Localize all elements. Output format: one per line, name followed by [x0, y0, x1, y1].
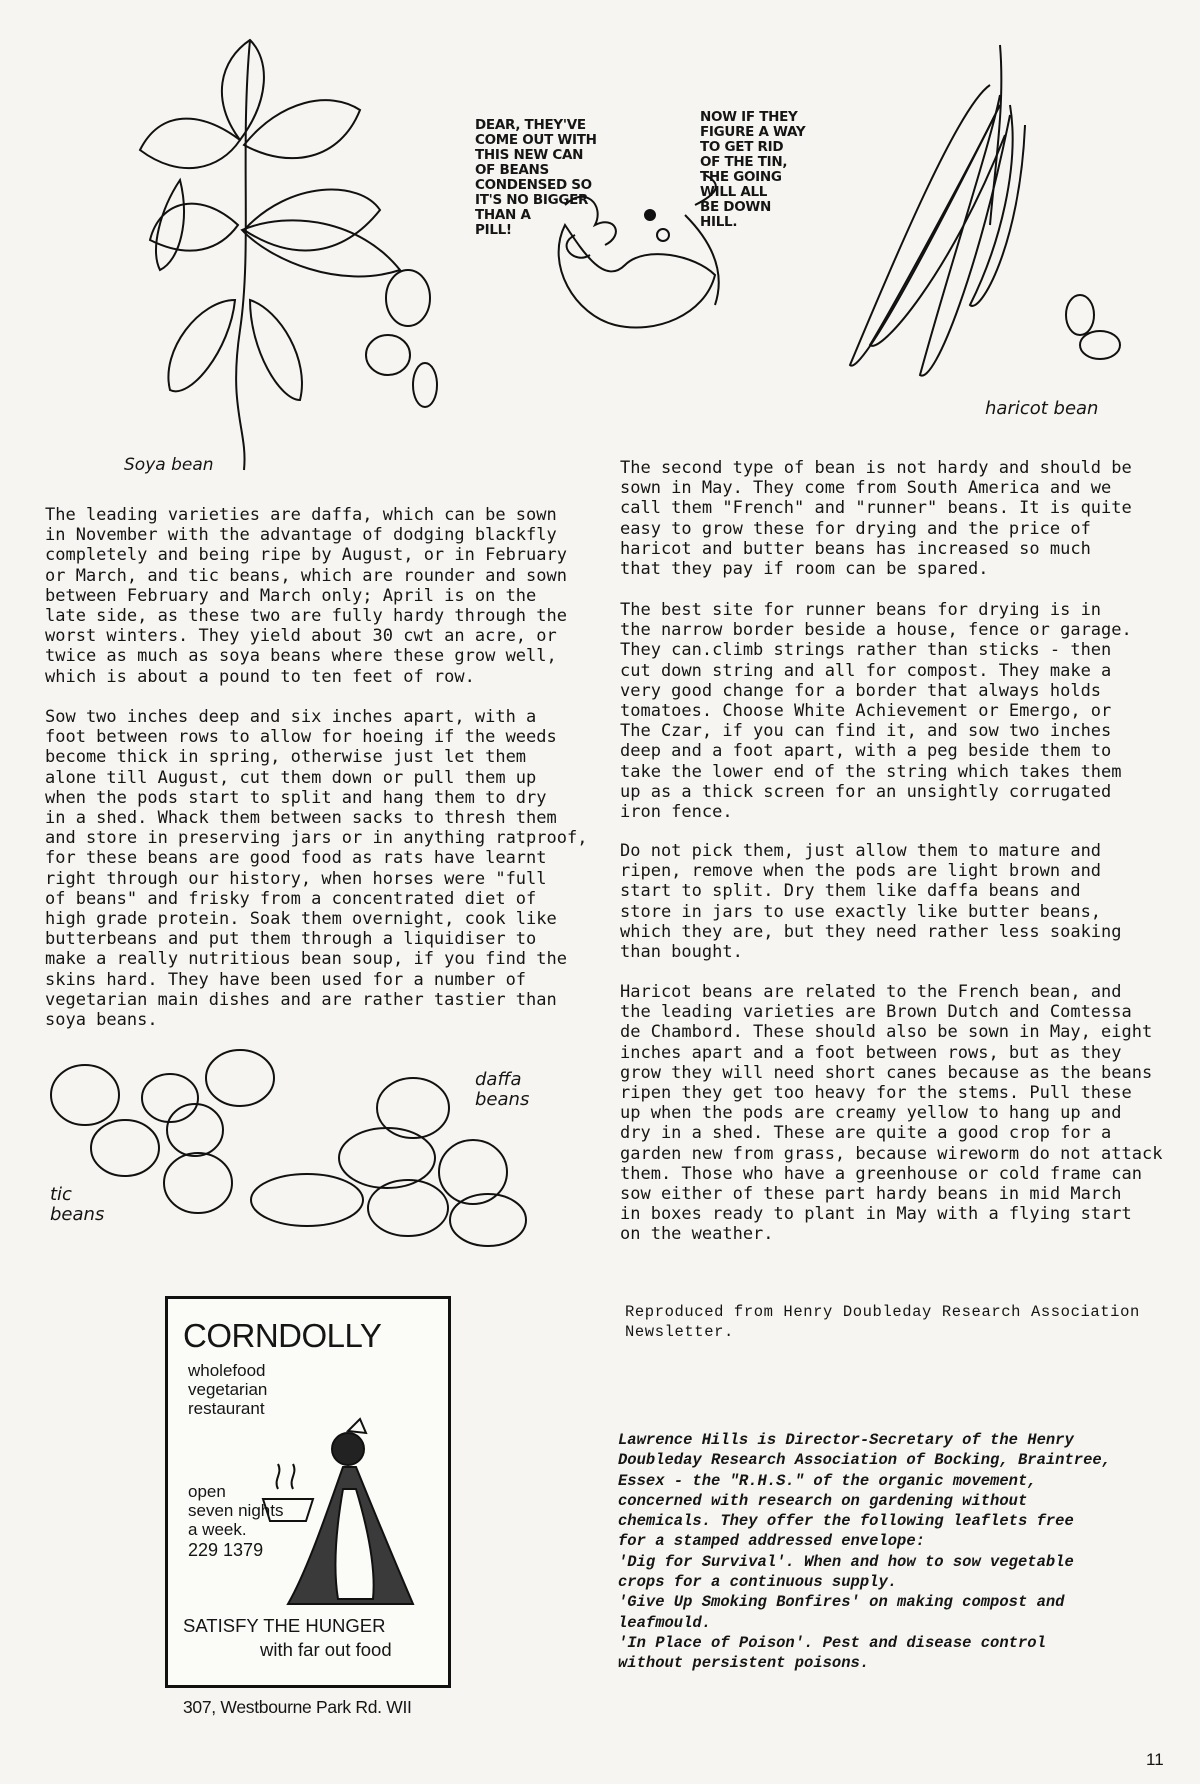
- daffa-bean: [368, 1180, 448, 1236]
- soya-seed: [413, 363, 437, 407]
- figure-head: [332, 1433, 364, 1465]
- author-bio: Lawrence Hills is Director-Secretary of the Henry Doubleday Research Association of Bocking, Braintree, Essex - the "R.H.S." of the organic movement, concerned with research on gardening without chemicals. They offer the following leaflets free for a stamped addressed envelope: 'Dig for Survival'. When and how to sow vegetable crops for a continuous supply. 'Give Up Smoking Bonfires' on making compost and leafmould. 'In Place of Poison'. Pest and disease control without persistent poisons.: [618, 1431, 1111, 1673]
- haricot-bean-illustration: [840, 45, 1070, 425]
- advert-address: 307, Westbourne Park Rd. WII: [183, 1697, 412, 1717]
- haricot-seed: [1066, 295, 1094, 335]
- advert-phone: 229 1379: [188, 1540, 264, 1560]
- advert-description: wholefood vegetarian restaurant: [188, 1361, 268, 1418]
- soya-leaf: [244, 190, 380, 251]
- daffa-bean: [251, 1174, 363, 1226]
- cartoon-hair: [565, 197, 616, 258]
- tic-bean: [167, 1104, 223, 1156]
- daffa-bean: [339, 1128, 435, 1188]
- tic-bean: [164, 1153, 232, 1213]
- figure-bow: [348, 1419, 366, 1433]
- tic-bean: [91, 1120, 159, 1176]
- soya-bean-illustration: [140, 30, 440, 470]
- right-paragraph-1: The second type of bean is not hardy and should be sown in May. They come from South America and we call them "French" and "runner" beans. It is quite easy to grow these for drying and the price of haricot and butter beans has increased so much that they pay if room can be spared.: [620, 458, 1132, 580]
- soya-leaf: [244, 100, 360, 158]
- cartoon-pill: [645, 210, 655, 220]
- left-paragraph-1: The leading varieties are daffa, which can be sown in November with the advantage of dodging blackfly completely and being ripe by August, or in February or March, and tic beans, which are rounder and sown between February and March only; April is on the late side, as these two are fully hardy through the worst winters. They yield about 30 cwt an acre, or twice as much as soya beans where these grow well, which is about a pound to ten feet of row.: [45, 505, 567, 687]
- advert-corn-dolly-figure: [288, 1419, 418, 1609]
- cartoon-figure: [545, 185, 755, 355]
- soya-bean-label: Soya bean: [124, 455, 214, 475]
- soya-leaf: [222, 40, 264, 140]
- tic-bean: [51, 1065, 119, 1125]
- cartoon-bubble-left: DEAR, THEY'VE COME OUT WITH THIS NEW CAN OF BEANS CONDENSED SO IT'S NO BIGGER THAN A PILL!: [475, 117, 597, 238]
- haricot-bean-label: haricot bean: [985, 398, 1099, 419]
- soya-seed: [386, 270, 430, 326]
- tic-bean: [206, 1050, 274, 1106]
- soya-seed: [366, 335, 410, 375]
- soya-stem: [236, 40, 250, 470]
- cartoon-bubble-right: NOW IF THEY FIGURE A WAY TO GET RID OF THE TIN, THE GOING WILL ALL BE DOWN HILL.: [700, 109, 806, 230]
- left-paragraph-2: Sow two inches deep and six inches apart, with a foot between rows to allow for hoeing if the weeds become thick in spring, otherwise just let them alone till August, cut them down or pull them up when the pods start to split and hang them to dry in a shed. Whack them between sacks to thresh them and store in preserving jars or in anything ratproof, for these beans are good food as rats have learnt right through our history, when horses were "full of beans" and frisky from a concentrated diet of high grade protein. Soak them overnight, cook like butterbeans and put them through a liquidiser to make a really nutritious bean soup, if you find the skins hard. They have been used for a number of vegetarian main dishes and are rather tastier than soya beans.: [45, 707, 588, 1031]
- cartoon-eye: [657, 229, 669, 241]
- tic-bean: [142, 1074, 198, 1122]
- soya-pod: [156, 180, 184, 270]
- haricot-pod: [970, 105, 1025, 306]
- right-paragraph-2: The best site for runner beans for drying is in the narrow border beside a house, fence or garage. They can.climb strings rather than sticks - then cut down string and all for compost. They make a very good change for a border that always holds tomatoes. Choose White Achievement or Emergo, or The Czar, if you can find it, and sow two inches deep and a foot apart, with a peg beside them to take the lower end of the string which takes them up as a thick screen for an unsightly corrugated iron fence.: [620, 600, 1132, 823]
- haricot-seed: [1080, 331, 1120, 359]
- soya-leaf: [140, 119, 240, 168]
- advert-opening-hours: open seven nights a week.: [188, 1482, 284, 1539]
- right-paragraph-3: Do not pick them, just allow them to mature and ripen, remove when the pods are light brown and start to split. Dry them like daffa beans and store in jars to use exactly like butter beans, which they are, but they need rather less soaking than bought.: [620, 841, 1122, 963]
- corndolly-advert: [165, 1296, 451, 1717]
- soya-pod: [168, 300, 235, 391]
- daffa-beans-label: daffa beans: [475, 1069, 530, 1110]
- tic-and-daffa-beans-illustration: [45, 1040, 535, 1230]
- cartoon-arm: [685, 175, 719, 305]
- credit-note: Reproduced from Henry Doubleday Research Association Newsletter.: [625, 1303, 1140, 1341]
- advert-slogan-line-1: SATISFY THE HUNGER: [183, 1615, 386, 1636]
- cartoon-head: [559, 225, 715, 328]
- right-paragraph-4: Haricot beans are related to the French bean, and the leading varieties are Brown Dutch and Comtessa de Chambord. These should also be sown in May, eight inches apart and a foot between rows, but as they grow they will need short canes because as the beans ripen they get too heavy for the stems. Pull these up when the pods are creamy yellow to hang up and dry in a shed. These are quite a good crop for a garden new from grass, because wireworm do not attack them. Those who have a greenhouse or cold frame can sow either of these part hardy beans in mid March in boxes ready to plant in May with a flying start on the weather.: [620, 982, 1163, 1245]
- tic-beans-label: tic beans: [50, 1184, 105, 1225]
- advert-slogan-line-2: with far out food: [260, 1639, 392, 1660]
- haricot-pod: [850, 85, 1000, 366]
- page-number: 11: [1146, 1750, 1164, 1769]
- advert-restaurant-name: CORNDOLLY: [183, 1317, 382, 1354]
- soya-pod: [250, 300, 302, 400]
